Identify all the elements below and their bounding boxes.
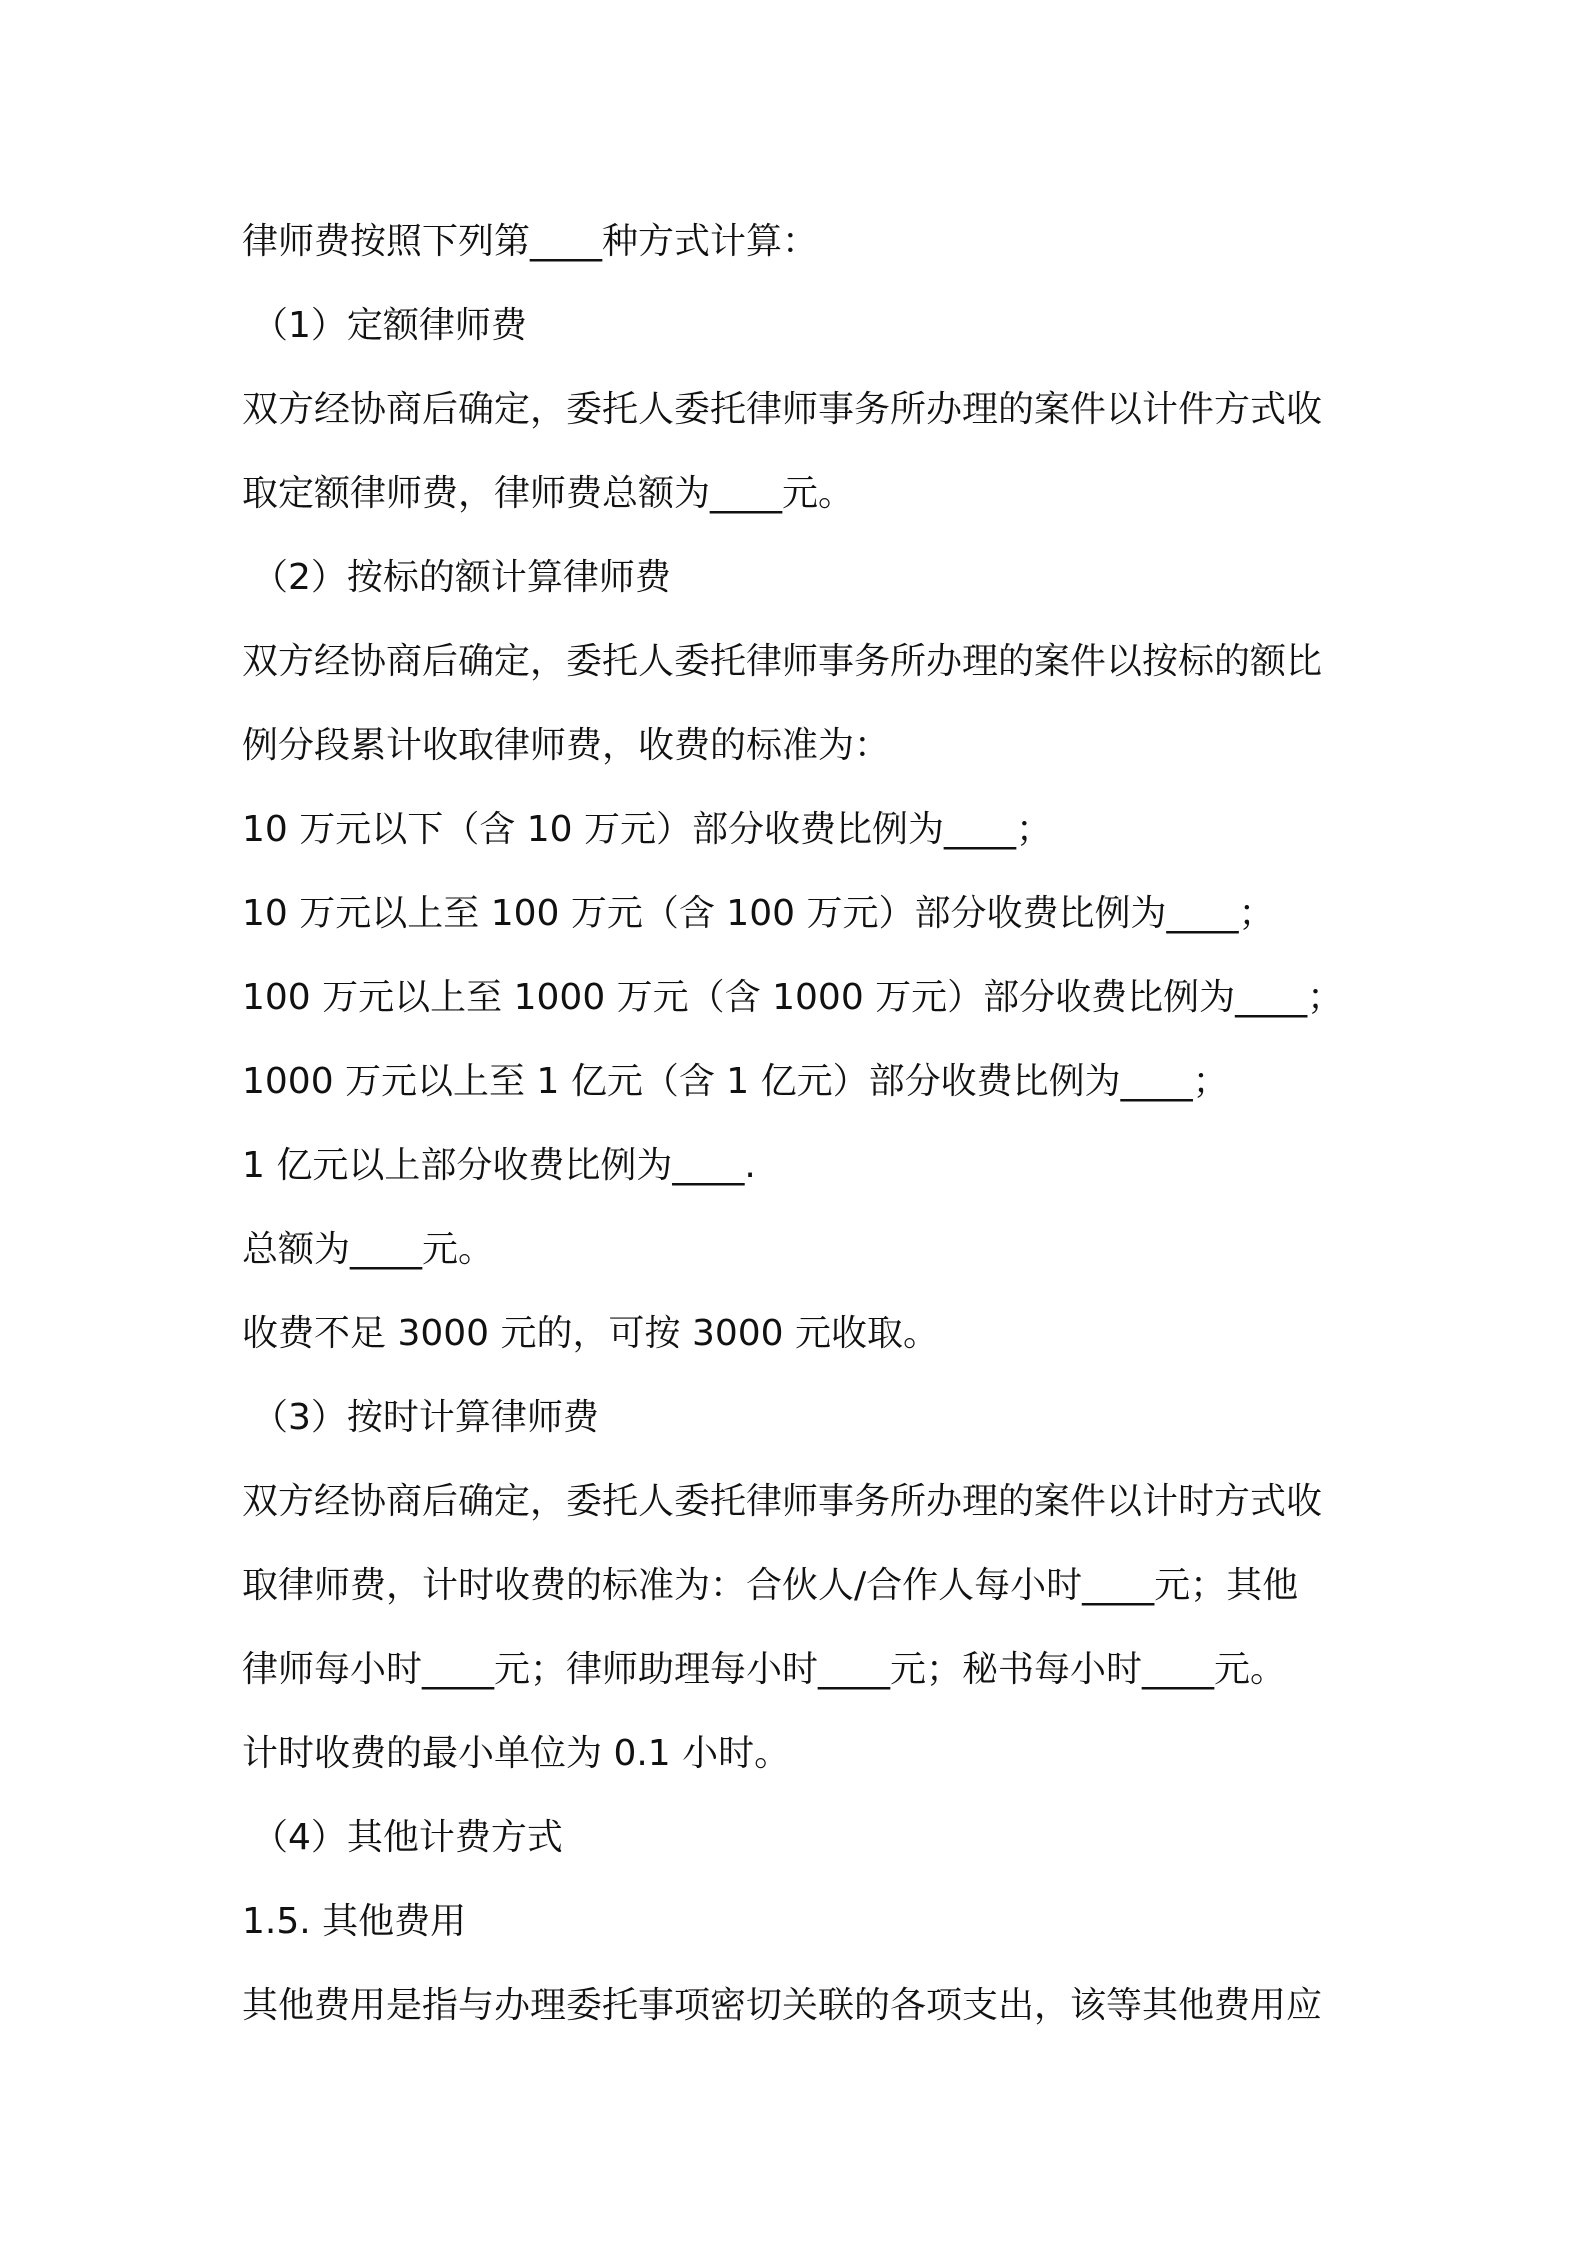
rate-tier-2: 10 万元以上至 100 万元（含 100 万元）部分收费比例为____； <box>242 893 1275 934</box>
section-other-expenses: 1.5. 其他费用 <box>242 1901 467 1942</box>
rate-tier-5: 1 亿元以上部分收费比例为____. <box>242 1145 756 1186</box>
hourly-fee-text-2: 取律师费，计时收费的标准为：合伙人/合作人每小时____元；其他 <box>242 1565 1299 1606</box>
heading-fixed-fee: （1）定额律师费 <box>252 305 527 346</box>
amount-fee-text-2: 例分段累计收取律师费，收费的标准为： <box>242 725 891 766</box>
heading-hourly-fee: （3）按时计算律师费 <box>252 1397 599 1438</box>
rate-tier-3: 100 万元以上至 1000 万元（含 1000 万元）部分收费比例为____； <box>242 977 1344 1018</box>
hourly-fee-text-3: 律师每小时____元；律师助理每小时____元；秘书每小时____元。 <box>242 1649 1287 1690</box>
heading-other-methods: （4）其他计费方式 <box>252 1817 563 1858</box>
amount-fee-text-1: 双方经协商后确定，委托人委托律师事务所办理的案件以按标的额比 <box>242 641 1323 682</box>
fixed-fee-text-2: 取定额律师费，律师费总额为____元。 <box>242 473 855 514</box>
other-expenses-text: 其他费用是指与办理委托事项密切关联的各项支出，该等其他费用应 <box>242 1985 1323 2026</box>
rate-tier-4: 1000 万元以上至 1 亿元（含 1 亿元）部分收费比例为____； <box>242 1061 1229 1102</box>
fee-method-intro: 律师费按照下列第____种方式计算： <box>242 221 819 262</box>
hourly-min-unit-line: 计时收费的最小单位为 0.1 小时。 <box>242 1733 791 1774</box>
document-body <box>242 200 1362 2048</box>
hourly-fee-text-1: 双方经协商后确定，委托人委托律师事务所办理的案件以计时方式收 <box>242 1481 1323 1522</box>
total-amount-line: 总额为____元。 <box>242 1229 495 1270</box>
rate-tier-1: 10 万元以下（含 10 万元）部分收费比例为____； <box>242 809 1052 850</box>
minimum-fee-line: 收费不足 3000 元的，可按 3000 元收取。 <box>242 1313 940 1354</box>
fixed-fee-text-1: 双方经协商后确定，委托人委托律师事务所办理的案件以计件方式收 <box>242 389 1323 430</box>
heading-amount-based-fee: （2）按标的额计算律师费 <box>252 557 671 598</box>
